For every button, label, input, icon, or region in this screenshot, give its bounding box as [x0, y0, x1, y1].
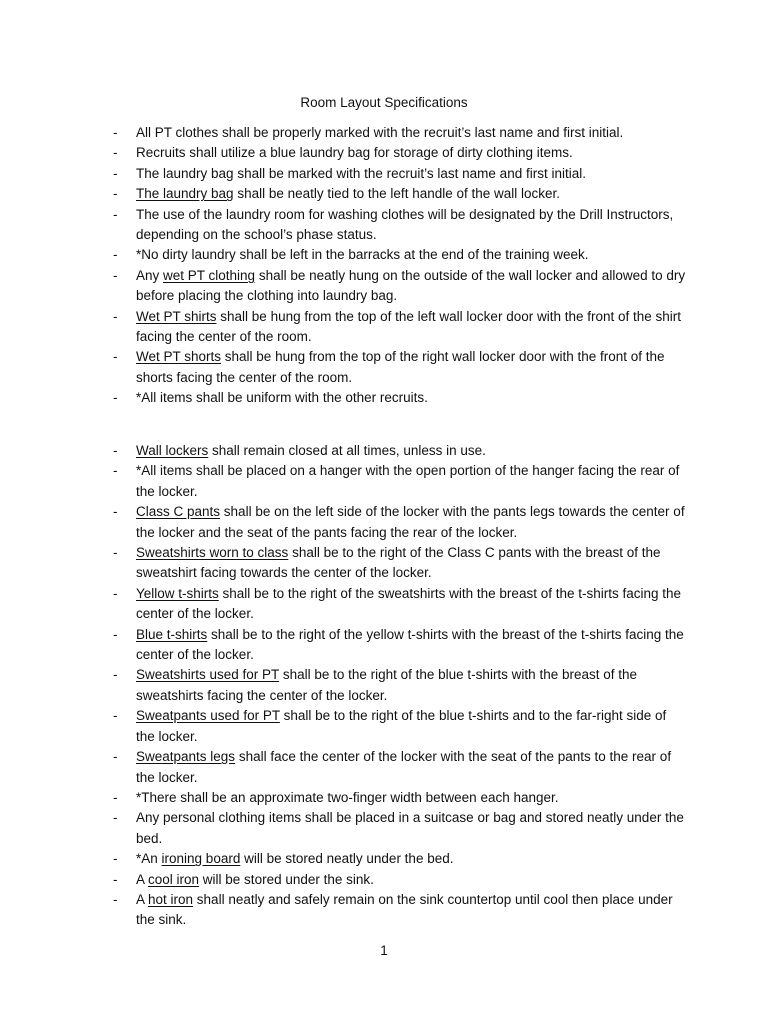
item-text: *All items shall be uniform with the other recruits.: [136, 390, 428, 406]
list-item: [0, 870, 768, 890]
item-text: shall be neatly tied to the left handle of the wall locker.: [233, 186, 561, 202]
list-item: [0, 706, 768, 747]
list-item: [0, 461, 768, 502]
list-bullet: -: [113, 186, 118, 202]
list-bullet: -: [113, 443, 118, 458]
list-item: [0, 747, 768, 788]
item-text: *All items shall be placed on a hanger with the open portion of the hanger facing the rear of the locker.: [136, 463, 680, 499]
list-bullet: -: [113, 165, 118, 181]
laundry-rules-list: [0, 123, 768, 409]
document-title: Room Layout Specifications: [300, 95, 468, 110]
underlined-term: hot iron: [148, 891, 194, 907]
list-bullet: -: [113, 206, 118, 222]
underlined-term: Sweatpants used for PT: [136, 708, 280, 724]
locker-rules-list: [0, 441, 768, 931]
item-text: *An: [136, 851, 162, 867]
underlined-term: wet PT clothing: [163, 267, 256, 283]
list-item: [0, 143, 768, 163]
list-item: [0, 808, 768, 849]
list-item: [0, 665, 768, 706]
list-item: [0, 543, 768, 584]
item-text: A: [136, 871, 149, 887]
underlined-term: The laundry bag: [136, 186, 234, 202]
item-text: shall be to the right of the sweatshirts with the breast of the t-shirts facing the center of the locker.: [136, 585, 682, 622]
item-text: shall be to the right of the yellow t-shirts with the breast of the t-shirts facing the center of the locker.: [136, 626, 684, 663]
list-item: [0, 245, 768, 265]
underlined-term: Wet PT shirts: [136, 308, 217, 324]
item-text: The laundry bag shall be marked with the recruit’s last name and first initial.: [136, 165, 586, 181]
item-text: shall be neatly hung on the outside of the wall locker and allowed to dry before placing the clothing into laundry bag.: [136, 267, 686, 304]
underlined-term: Yellow t-shirts: [136, 585, 219, 601]
list-bullet: -: [113, 267, 118, 283]
list-bullet: -: [113, 891, 118, 907]
list-item: [0, 849, 768, 869]
list-item: [0, 184, 768, 204]
underlined-term: Sweatshirts used for PT: [136, 667, 280, 683]
list-bullet: -: [113, 504, 118, 520]
list-bullet: -: [113, 247, 118, 263]
item-text: will be stored under the sink.: [199, 871, 374, 887]
item-text: All PT clothes shall be properly marked with the recruit’s last name and first initial.: [136, 125, 624, 140]
list-item: [0, 205, 768, 246]
list-item: [0, 502, 768, 543]
list-bullet: -: [113, 871, 118, 887]
item-text: shall face the center of the locker with the seat of the pants to the rear of the locker.: [136, 749, 672, 785]
list-bullet: -: [113, 463, 118, 479]
item-text: shall neatly and safely remain on the sink countertop until cool then place under the sink.: [136, 891, 673, 928]
list-item: [0, 584, 768, 625]
list-bullet: -: [113, 308, 118, 324]
list-item: [0, 307, 768, 348]
list-item: [0, 164, 768, 184]
underlined-term: Wet PT shorts: [136, 349, 222, 365]
list-bullet: -: [113, 789, 118, 805]
list-item: [0, 388, 768, 408]
list-item: [0, 890, 768, 931]
list-item: [0, 266, 768, 307]
item-text: Any personal clothing items shall be placed in a suitcase or bag and stored neatly under the bed.: [136, 810, 684, 846]
underlined-term: cool iron: [148, 871, 200, 887]
underlined-term: Sweatshirts worn to class: [136, 545, 289, 561]
underlined-term: Class C pants: [136, 504, 221, 520]
list-item: [0, 441, 768, 461]
list-bullet: -: [113, 626, 118, 642]
item-text: Recruits shall utilize a blue laundry bag for storage of dirty clothing items.: [136, 145, 573, 161]
list-bullet: -: [113, 349, 118, 365]
item-text: Any: [136, 267, 164, 283]
item-text: shall be to the right of the blue t-shirts with the breast of the sweatshirts facing the center of the locker.: [136, 667, 638, 703]
list-bullet: -: [113, 708, 118, 724]
item-text: The use of the laundry room for washing clothes will be designated by the Drill Instructors, depending on the school’s phase status.: [136, 206, 674, 243]
underlined-term: Blue t-shirts: [136, 626, 208, 642]
underlined-term: Sweatpants legs: [136, 749, 236, 765]
list-bullet: -: [113, 851, 118, 867]
item-text: shall remain closed at all times, unless in use.: [208, 443, 486, 458]
list-bullet: -: [113, 667, 118, 683]
page-number: 1: [380, 943, 388, 958]
list-item: [0, 123, 768, 143]
item-text: *No dirty laundry shall be left in the barracks at the end of the training week.: [136, 247, 589, 263]
list-item: [0, 347, 768, 388]
list-bullet: -: [113, 390, 118, 406]
list-bullet: -: [113, 585, 118, 601]
list-bullet: -: [113, 810, 118, 826]
item-text: shall be hung from the top of the left wall locker door with the front of the shirt facing the center of the room.: [136, 308, 682, 345]
list-bullet: -: [113, 125, 118, 140]
item-text: shall be on the left side of the locker with the pants legs towards the center of the locker and the seat of the pants facing the rear of the locker.: [136, 504, 685, 540]
item-text: shall be hung from the top of the right wall locker door with the front of the shorts facing the center of the room.: [136, 349, 665, 385]
list-bullet: -: [113, 545, 118, 561]
item-text: shall be to the right of the blue t-shirts and to the far-right side of the locker.: [136, 708, 667, 744]
list-bullet: -: [113, 749, 118, 765]
item-text: shall be to the right of the Class C pants with the breast of the sweatshirt facing towards the center of the locker.: [136, 545, 661, 581]
underlined-term: ironing board: [161, 851, 241, 867]
item-text: A: [136, 891, 149, 907]
list-bullet: -: [113, 145, 118, 161]
list-item: [0, 625, 768, 666]
list-item: [0, 788, 768, 808]
item-text: *There shall be an approximate two-finger width between each hanger.: [136, 789, 559, 805]
underlined-term: Wall lockers: [136, 443, 209, 458]
item-text: will be stored neatly under the bed.: [240, 851, 454, 867]
